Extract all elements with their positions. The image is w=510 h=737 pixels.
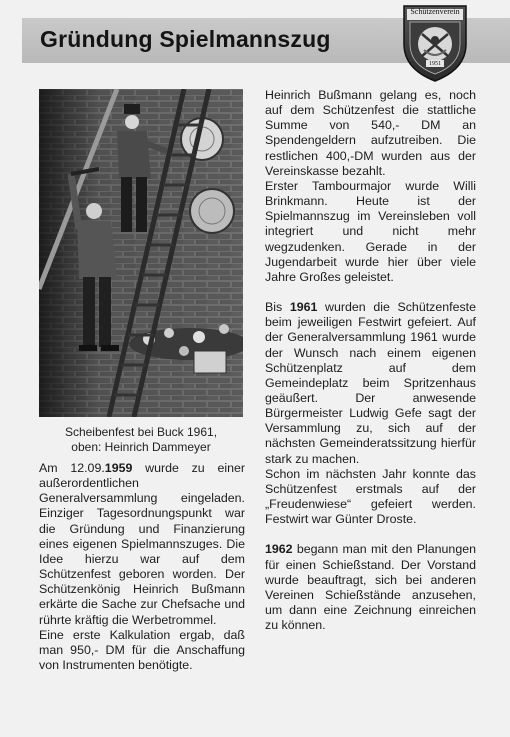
left-text-column: [39, 461, 245, 673]
right-text-column: [265, 88, 476, 633]
spacer: [265, 527, 476, 542]
year-1961: 1961: [289, 300, 318, 315]
paragraph-founding: Am 12.09.1959 wurde zu einer außerordentlichen Generalversammlung eingeladen. Einziger Tagesordnungspunkt war die Gründung und Finanzierung eines eigenen Spielmannszuges. Die Idee hierzu war auf dem Schützenfest geboren worden. Der Schützenkönig Heinrich Bußmann erkärte die Sache zur Chefsache und rührte kräftig die Werbetrommel.: [39, 461, 246, 627]
crest-title-text: Schützenverein: [410, 7, 460, 16]
year-1962: 1962: [265, 542, 293, 557]
paragraph-tambourmajor: Erster Tambourmajor wurde Willi Brinkmann. Heute ist der Spielmannszug im Vereinsleben voll integriert und nicht mehr wegzudenken. Gerade in der Jugendarbeit wurde hier über viele Jahre Großes geleistet.: [265, 178, 476, 284]
paragraph-calculation: Eine erste Kalkulation ergab, daß man 950,- DM für die Anschaffung von Instrumenten benötigte.: [39, 627, 245, 673]
photo-caption: [39, 425, 243, 455]
paragraph-donations: Heinrich Bußmann gelang es, noch auf dem Schützenfest die stattliche Summe von 540,- DM an Spendengeldern aufzutreiben. Die restlichen 400,-DM wurden aus der Vereinskasse bezahlt.: [265, 88, 476, 178]
caption-line: oben: Heinrich Dammeyer: [71, 440, 211, 454]
year-1959: 1959: [104, 461, 133, 475]
crest-year-text: 1951: [429, 61, 441, 67]
paragraph-schiessstand: 1962 begann man mit den Planungen für einen Schießstand. Der Vorstand wurde beauftragt, sich bei anderen Vereinen Schießstände anzusehen, um dann eine Zeichnung einreichen zu können.: [265, 542, 476, 633]
caption-line: Scheibenfest bei Buck 1961,: [64, 425, 218, 439]
paragraph-festplatz: Bis 1961 wurden die Schützenfeste beim jeweiligen Festwirt gefeiert. Auf der Generalversammlung 1961 wurde der Wunsch nach einem eigenen Schützenplatz auf dem Gemeindeplatz beim Spritzenhaus geäußert. Der anwesende Bürgermeister Ludwig Gefe sagt der Versammlung zu, sich auf der nächsten Gemeinderatssitzung hierfür stark zu machen.: [265, 300, 476, 466]
historic-photo: [39, 89, 243, 417]
spacer: [265, 285, 476, 300]
paragraph-freudenwiese: Schon im nächsten Jahr konnte das Schützenfest erstmals auf der „Freudenwiese“ gefeiert werden. Festwirt war Günter Droste.: [265, 466, 476, 527]
page-title: Gründung Spielmannszug: [40, 26, 331, 52]
